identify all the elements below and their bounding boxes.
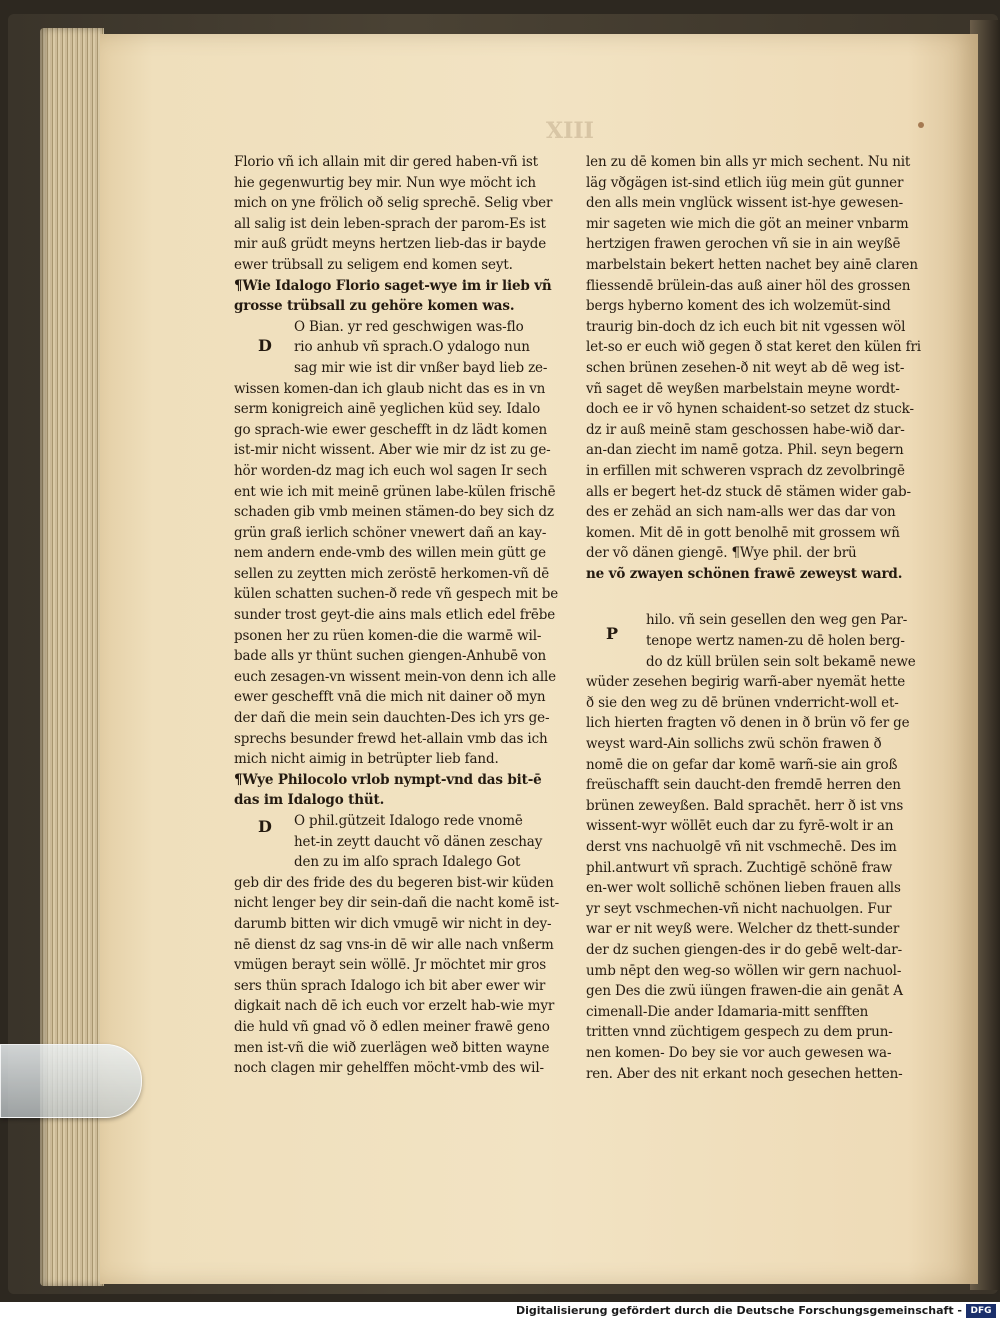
left-column-line: ewer trübsall zu seligem end komen seyt. — [234, 256, 513, 273]
left-column-line: sag mir wie ist dir vnßer bayd lieb ze- — [294, 359, 548, 376]
right-column-line: gen Des die zwü iüngen frawen-die ain genāt A — [586, 983, 903, 1000]
right-column-line: der võ dänen giengē. ¶Wye phil. der brü — [586, 545, 857, 562]
right-column-line: derst vns nachuolgē vñ nit vschmechē. Des im — [586, 839, 897, 855]
right-column-line: wissent-wyr wöllēt euch dar zu fyrē-wolt ir an — [586, 818, 894, 835]
right-column-line: mir sageten wie mich die göt an meiner vnbarm — [586, 215, 909, 232]
left-column-line: ist-mir nicht wissent. Aber wie mir dz ist zu ge- — [234, 442, 551, 459]
right-column-line: nen komen- Do bey sie vor auch gewesen wa- — [586, 1044, 892, 1061]
left-column-line: ent wie ich mit meinē grünen labe-külen frischē — [234, 483, 556, 500]
left-column-line: ¶Wye Philocolo vrlob nympt-vnd das bit-ē — [234, 771, 542, 788]
right-column-line: brünen zeweyßen. Bald sprachēt. herr ð ist vns — [586, 797, 904, 814]
left-column-line: den zu im alſo sprach Idalego Got — [294, 854, 521, 871]
right-column-line: doch ee ir võ hynen schaident-so setzet dz stuck- — [586, 401, 914, 418]
left-column-line: grosse trübsall zu gehöre komen was. — [234, 298, 515, 315]
left-column-line: hör worden-dz mag ich euch wol sagen Ir sech — [234, 462, 548, 479]
left-column-line: men ist-vñ die wið zuerlägen weð bitten wayne — [234, 1039, 550, 1056]
left-column-line: digkait nach dē ich euch vor erzelt hab-wie myr — [234, 998, 555, 1015]
left-column-line: külen schatten suchen-ð rede vñ gespech mit be — [234, 586, 559, 603]
right-column-line: hertzigen frawen gerochen vñ sie in ain weyßē — [586, 236, 901, 253]
dfg-logo: DFG — [966, 1304, 996, 1318]
right-column-line: der dz suchen giengen-des ir do gebē welt-dar- — [586, 941, 902, 958]
right-column-line: ne võ zwayen schönen frawē zeweyst ward. — [586, 565, 903, 582]
right-column-line: war er nit weyß were. Welcher dz thett-sunder — [586, 921, 900, 938]
right-column-line: yr seyt vschmechen-vñ nicht nachuolgen. Fur — [586, 900, 892, 917]
right-column-line: den alls mein vnglück wissent ist-hye gewesen- — [586, 195, 904, 212]
left-column-line: nem andern ende-vmb des willen mein gütt ge — [234, 545, 546, 562]
right-column-line: ð sie den weg zu dē brünen vnderricht-woll et- — [586, 694, 899, 711]
left-column-line: mich nicht aimig in betrüpter lieb fand. — [234, 751, 499, 768]
left-column-line: der dañ die mein sein dauchten-Des ich yrs ge- — [234, 710, 550, 727]
left-column-line: go sprach-wie ewer geschefft in dz lädt komen — [234, 421, 548, 438]
right-column-line: en-wer wolt sollichē schönen lieben frauen alls — [586, 880, 901, 897]
left-column-line: bade alls yr thünt suchen giengen-Anhubē von — [234, 648, 547, 665]
right-column-line: lich hierten fragten võ denen in ð brün võ fer ge — [586, 715, 910, 732]
left-column-line: noch clagen mir gehelffen möcht-vmb des wil- — [234, 1060, 544, 1077]
right-column-line: vñ saget dē weyßen marbelstain meyne wordt- — [586, 380, 900, 397]
left-column-line: all salig ist dein leben-sprach der parom-Es ist — [234, 215, 546, 232]
left-column-line: sunder trost geyt-die ains mals etlich edel frēbe — [234, 607, 556, 624]
left-column-line: schaden gib vmb meinen stämen-do bey sich dz — [234, 504, 554, 521]
left-column-line: serm konigreich ainē yeglichen küd sey. Idalo — [234, 401, 541, 418]
initial-d-1: D — [258, 336, 272, 355]
right-column-line: weyst ward-Ain sollichs zwü schön frawen ð — [586, 736, 882, 753]
left-column-line: mir auß grüdt meyns hertzen lieb-das ir bayde — [234, 236, 547, 253]
page-header: XIII — [546, 118, 594, 144]
right-column-line: umb nēpt den weg-so wöllen wir gern nachuol- — [586, 962, 902, 979]
right-column-line: alls er begert het-dz stuck dē stämen wider gab- — [586, 483, 911, 500]
left-column-line: het-in zeytt daucht võ dänen zeschay — [294, 833, 543, 850]
right-column-line: ren. Aber des nit erkant noch gesechen hetten- — [586, 1065, 903, 1082]
left-column-line: sellen zu zeytten mich zeröstē herkomen-vñ dē — [234, 565, 550, 582]
left-column — [234, 152, 564, 1079]
left-column-line: das im Idalogo thüt. — [234, 792, 385, 809]
left-column-line: euch zesagen-vn wissent mein-von denn ich alle — [234, 668, 556, 685]
footer-bar — [0, 1302, 1000, 1321]
right-column-line — [586, 584, 916, 610]
footer-credit: Digitalisierung gefördert durch die Deutsche Forschungsgemeinschaft - — [515, 1304, 962, 1317]
left-column-line: darumb bitten wir dich vmugē wir nicht in dey- — [234, 915, 552, 932]
left-column-line: mich on yne frölich oð selig sprechē. Selig vber — [234, 195, 553, 212]
right-column-line: phil.antwurt vñ sprach. Zuchtigē schönē fraw — [586, 859, 893, 876]
right-column-line: hilo. vñ sein gesellen den weg gen Par- — [646, 612, 908, 629]
left-column-line: grün graß ierlich schöner vnewert dañ an kay- — [234, 524, 547, 541]
right-column-line: an-dan ziecht im namē gotza. Phil. seyn begern — [586, 442, 904, 459]
right-column-line: läg vðgägen ist-sind etlich iüg mein güt gunner — [586, 174, 904, 191]
right-column-line: komen. Mit dē in gott benolhē mit grossem wñ — [586, 524, 900, 541]
right-column-line: in erfillen mit schweren vsprach dz zevolbringē — [586, 462, 905, 479]
left-column-line: O phil.gützeit Idalogo rede vnomē — [294, 813, 523, 829]
paper-speck — [918, 122, 924, 128]
right-column-line: des er zehäd an sich nam-alls wer das dar von — [586, 504, 896, 521]
right-column-line: freüschafft sein daucht-den fremdē herren den — [586, 777, 901, 794]
right-column-line: bergs hyberno koment des ich wolzemüt-sind — [586, 298, 891, 315]
left-column-line: ewer geschefft vnā die mich nit dainer oð myn — [234, 689, 546, 706]
right-column-line: cimenall-Die ander Idamaria-mitt senfften — [586, 1003, 869, 1020]
right-column-line: tenope wertz namen-zu dē holen berg- — [646, 633, 905, 650]
left-column-line: geb dir des fride des du begeren bist-wir küden — [234, 874, 554, 891]
right-column-line: do dz küll brülen sein solt bekamē newe — [646, 653, 916, 670]
left-column-line: die huld vñ gnad võ ð edlen meiner frawē geno — [234, 1018, 550, 1035]
page-clip — [0, 1044, 142, 1118]
left-column-line: rio anhub vñ sprach.O ydalogo nun — [294, 339, 530, 356]
right-column — [586, 152, 921, 1084]
right-column-line: len zu dē komen bin alls yr mich sechent. Nu nit — [586, 154, 911, 170]
initial-d-2: D — [258, 817, 272, 836]
right-column-line: schen brünen zesehen-ð nit weyt ab dē weg ist- — [586, 359, 905, 376]
right-column-line: tritten vnnd züchtigem gespech zu dem prun- — [586, 1024, 893, 1041]
left-column-line: psonen her zu rüen komen-die die warmē wil- — [234, 627, 542, 644]
left-column-line: sers thün sprach Idalogo ich bit aber ewer wir — [234, 977, 546, 994]
right-column-line: dz ir auß meinē stam geschossen habe-wið dar- — [586, 421, 905, 438]
left-column-line: vmügen berayt sein wöllē. Jr möchtet mir gros — [234, 957, 547, 974]
left-column-line: Florio vñ ich allain mit dir gered haben-vñ ist — [234, 154, 538, 170]
left-column-line: nicht lenger bey dir sein-dañ die nacht komē ist- — [234, 895, 560, 912]
right-column-line: wüder zesehen begirig warñ-aber nyemät hette — [586, 674, 906, 691]
left-column-line: ¶Wie Idalogo Florio saget-wye im ir lieb vñ — [234, 277, 552, 294]
left-column-line: hie gegenwurtig bey mir. Nun wye möcht ich — [234, 174, 536, 191]
left-column-line: O Bian. yr red geschwigen was-flo — [294, 318, 524, 335]
right-column-line: let-so er euch wið gegen ð stat keret den külen fri — [586, 339, 921, 356]
right-column-line: marbelstain bekert hetten nachet bey ainē claren — [586, 256, 918, 273]
right-column-line: fliessendē brülein-das auß ainer höl des grossen — [586, 277, 911, 294]
left-column-line: nē dienst dz sag vns-in dē wir alle nach vnßerm — [234, 936, 554, 953]
right-column-line: nomē die on gefar dar komē warñ-sie ain groß — [586, 756, 898, 773]
left-column-line: wissen komen-dan ich glaub nicht das es in vn — [234, 380, 546, 397]
initial-p: P — [606, 624, 619, 643]
right-column-line: traurig bin-doch dz ich euch bit nit vgessen wöl — [586, 318, 906, 335]
left-column-line: sprechs besunder frewd het-allain vmb das ich — [234, 730, 548, 747]
